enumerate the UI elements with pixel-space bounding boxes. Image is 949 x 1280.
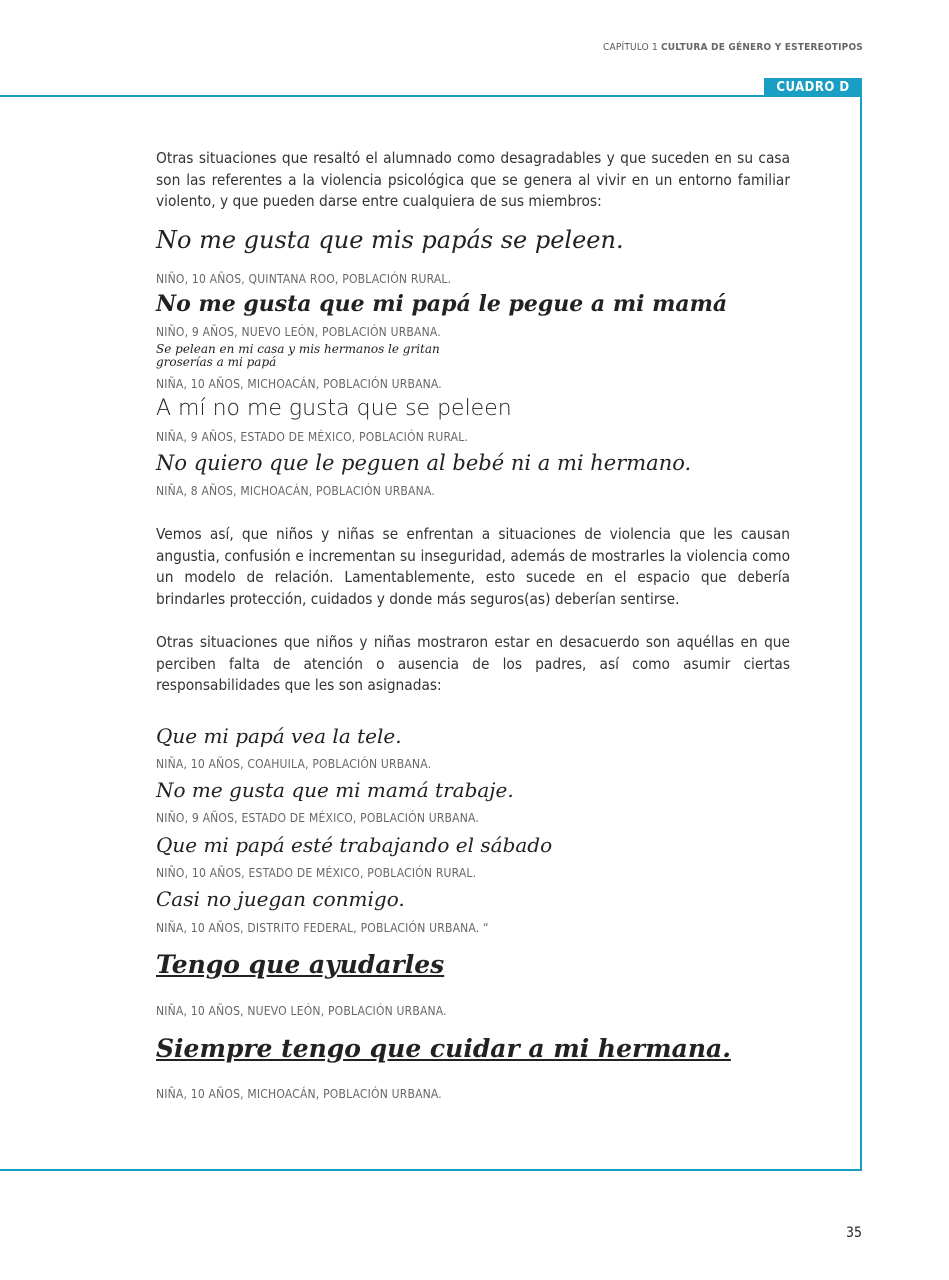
quote-caption: NIÑO, 10 AÑOS, QUINTANA ROO, POBLACIÓN RURAL.	[156, 272, 452, 286]
quote-caption: NIÑA, 10 AÑOS, MICHOACÁN, POBLACIÓN URBANA.	[156, 1087, 442, 1101]
quote-caption: NIÑA, 8 AÑOS, MICHOACÁN, POBLACIÓN URBANA.	[156, 484, 435, 498]
quote-caption: NIÑO, 10 AÑOS, ESTADO DE MÉXICO, POBLACIÓN RURAL.	[156, 866, 477, 880]
box-border-bottom	[0, 1169, 862, 1171]
box-border-right	[860, 78, 862, 1171]
handwritten-quote: Se pelean en mi casa y mis hermanos le gritan groserías a mi papá	[156, 342, 440, 369]
quote-caption: NIÑA, 9 AÑOS, ESTADO DE MÉXICO, POBLACIÓN RURAL.	[156, 430, 469, 444]
handwritten-quote: A mí no me gusta que se peleen	[156, 396, 512, 421]
box-label: CUADRO D	[764, 78, 862, 97]
quote-caption: NIÑA, 10 AÑOS, DISTRITO FEDERAL, POBLACIÓN URBANA. “	[156, 921, 489, 935]
quote-caption: NIÑO, 9 AÑOS, ESTADO DE MÉXICO, POBLACIÓN URBANA.	[156, 811, 480, 825]
chapter-number: CAPÍTULO 1	[603, 42, 658, 53]
handwritten-quote: Que mi papá esté trabajando el sábado	[156, 833, 553, 857]
page-number: 35	[846, 1225, 863, 1241]
handwritten-quote: Casi no juegan conmigo.	[156, 887, 405, 911]
chapter-title: CULTURA DE GÉNERO Y ESTEREOTIPOS	[661, 42, 863, 53]
box-border-top	[0, 95, 862, 97]
handwritten-quote: No me gusta que mi mamá trabaje.	[156, 778, 514, 802]
paragraph: Otras situaciones que resaltó el alumnado como desagradables y que suceden en su casa son las referentes a la violencia psicológica que se genera al vivir en un entorno familiar violento, y que pueden darse entre cualquiera de sus miembros:	[156, 149, 790, 210]
handwritten-quote: Siempre tengo que cuidar a mi hermana.	[156, 1034, 731, 1063]
handwritten-quote: Tengo que ayudarles	[156, 950, 445, 979]
quote-caption: NIÑA, 10 AÑOS, MICHOACÁN, POBLACIÓN URBANA.	[156, 377, 442, 391]
paragraph: Vemos así, que niños y niñas se enfrentan a situaciones de violencia que les causan angustia, confusión e incrementan su inseguridad, además de mostrarles la violencia como un modelo de relación. Lamentablemente, esto sucede en el espacio que debería brindarles protección, cuidados y donde más seguros(as) deberían sentirse.	[156, 525, 790, 608]
handwritten-quote: No me gusta que mi papá le pegue a mi mamá	[156, 291, 728, 317]
quote-caption: NIÑA, 10 AÑOS, NUEVO LEÓN, POBLACIÓN URBANA.	[156, 1004, 447, 1018]
handwritten-quote: No quiero que le peguen al bebé ni a mi hermano.	[156, 451, 692, 475]
quote-caption: NIÑA, 10 AÑOS, COAHUILA, POBLACIÓN URBANA.	[156, 757, 432, 771]
paragraph: Otras situaciones que niños y niñas mostraron estar en desacuerdo son aquéllas en que perciben falta de atención o ausencia de los padres, así como asumir ciertas responsabilidades que les son asignadas:	[156, 633, 790, 694]
quote-caption: NIÑO, 9 AÑOS, NUEVO LEÓN, POBLACIÓN URBANA.	[156, 325, 441, 339]
handwritten-quote: Que mi papá vea la tele.	[156, 724, 402, 748]
running-header	[603, 42, 863, 53]
handwritten-quote: No me gusta que mis papás se peleen.	[156, 226, 624, 254]
